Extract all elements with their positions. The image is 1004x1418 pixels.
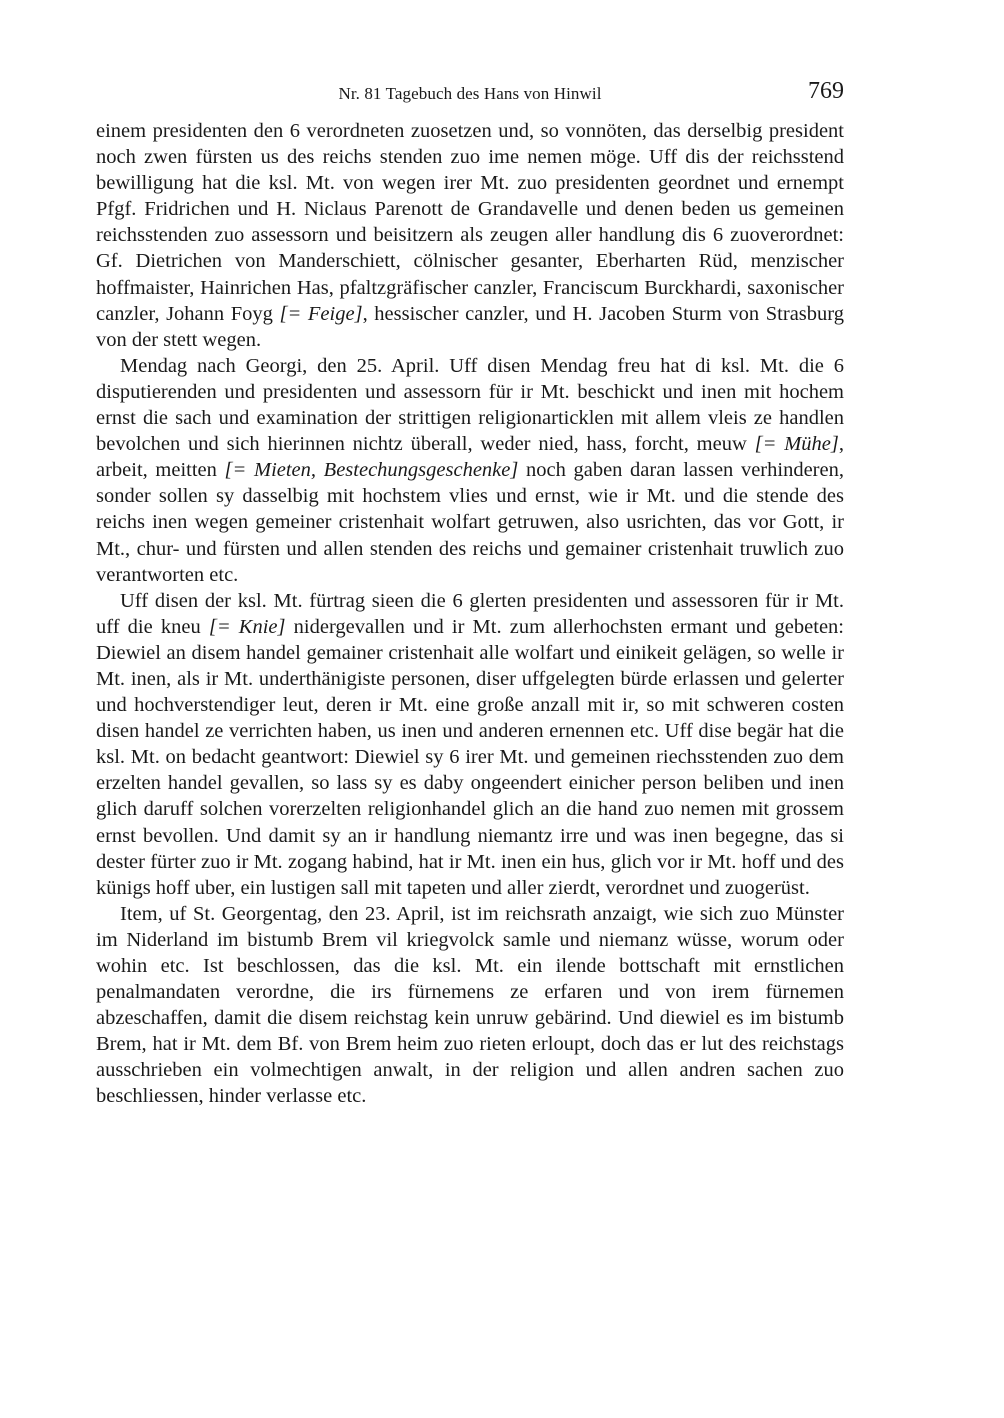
editorial-gloss: [= Mieten, Bestechungsgeschenke] [224, 459, 519, 482]
text-segment: , arbeit, meitten [96, 433, 844, 482]
paragraph-2 [96, 353, 844, 588]
paragraph-1 [96, 118, 844, 353]
editorial-gloss: [= Feige] [279, 302, 363, 325]
text-segment: Mendag nach Georgi, den 25. April. Uff disen Mendag freu hat di ksl. Mt. die 6 disputierenden und presidenten und assessorn für ir Mt. beschickt und inen mit hochem ernst die sach und examination der strittigen religionarticklen mit allem vleis ze handlen bevolchen und sich hierinnen nichtz überall, weder nied, hass, forcht, meuw [96, 354, 844, 456]
running-head [96, 70, 844, 110]
text-segment: Uff disen der ksl. Mt. fürtrag sieen die 6 glerten presidenten und assessoren für ir Mt. uff die kneu [96, 589, 844, 638]
text-segment: einem presidenten den 6 verordneten zuosetzen und, so vonnöten, das derselbig president noch zwen fürsten us des reichs stenden zuo ime nemen möge. Uff dis der reichsstend bewilligung hat die ksl. Mt. von wegen irer Mt. zuo presidenten geordnet und ernempt Pfgf. Fridrichen und H. Niclaus Parenott de Grandavelle und denen beden us gemeinen reichsstenden zuo assessorn und beisitzern als zeugen aller handlung dis 6 zuoverordnet: Gf. Dietrichen von Manderschiett, cölnischer gesanter, Eberharten Rüd, menzischer hoffmaister, Hainrichen Has, pfaltzgräfischer canzler, Franciscum Burckhardi, saxonischer canzler, Johann Foyg [96, 120, 844, 325]
paragraph-3 [96, 588, 844, 901]
text-segment: nidergevallen und ir Mt. zum allerhochsten ermant und gebeten: Diewiel an disem handel gemainer cristenhait alle wolfart und einikeit gelägen, so welle ir Mt. inen, als ir Mt. underthänigiste personen, diser uffgelegten bürde erlassen und gelerter und hochverstendiger leut, deren ir Mt. eine große anzall mit ir, so mit schweren costen disen handel ze verrichten haben, us inen und anderen ernennen etc. Uff dise begär hat die ksl. Mt. on bedacht geantwort: Diewiel sy 6 irer Mt. und gemeinen riechsstenden zuo dem erzelten handel gevallen, so lass sy es daby ongeendert einicher person beliben und inen glich daruff solchen vorerzelten religionhandel glich an die hand zuo nemen mit grossem ernst bevollen. Und damit sy an ir handlung niemantz irre und was inen begegne, das si dester fürter zuo ir Mt. zogang habind, hat ir Mt. inen ein hus, glich vor ir Mt. hoff und des künigs hoff uber, ein lustigen sall mit tapeten und aller zierdt, verordnet und zuogerüst. [96, 615, 844, 899]
editorial-gloss: [= Mühe] [754, 433, 839, 456]
editorial-gloss: [= Knie] [208, 615, 286, 638]
document-page [96, 70, 844, 1110]
text-segment: noch gaben daran lassen verhinderen, sonder sollen sy dasselbig mit hochstem vlies und ernst, wie ir Mt. und die stende des reichs inen wegen gemeiner cristenhait wolfart getruwen, also usrichten, das vor Gott, ir Mt., chur- und fürsten und allen stenden des reichs und gemainer cristenhait truwlich zuo verantworten etc. [96, 459, 844, 586]
running-title: Nr. 81 Tagebuch des Hans von Hinwil [338, 84, 602, 103]
body-text [96, 118, 844, 1110]
text-segment: Item, uf St. Georgentag, den 23. April, ist im reichsrath anzaigt, wie sich zuo Münster im Niderland im bistumb Brem vil kriegvolck samle und niemanz wüsse, worum oder wohin etc. Ist beschlossen, das die ksl. Mt. ein ilende bottschaft mit ernstlichen penalmandaten verordne, die irs fürnemens ze erfaren und von irem fürnemen abzeschaffen, damit die disem reichstag kein unruw gebärind. Und diewiel es im bistumb Brem, hat ir Mt. dem Bf. von Brem heim zuo rieten erloupt, doch das er lut des reichstags ausschrieben ein volmechtigen anwalt, in der religion und allen andren sachen zuo beschliessen, hinder verlasse etc. [96, 902, 844, 1108]
page-number: 769 [808, 78, 844, 104]
paragraph-4 [96, 901, 844, 1110]
text-segment: , hessischer canzler, und H. Jacoben Sturm von Strasburg von der stett wegen. [96, 302, 844, 351]
